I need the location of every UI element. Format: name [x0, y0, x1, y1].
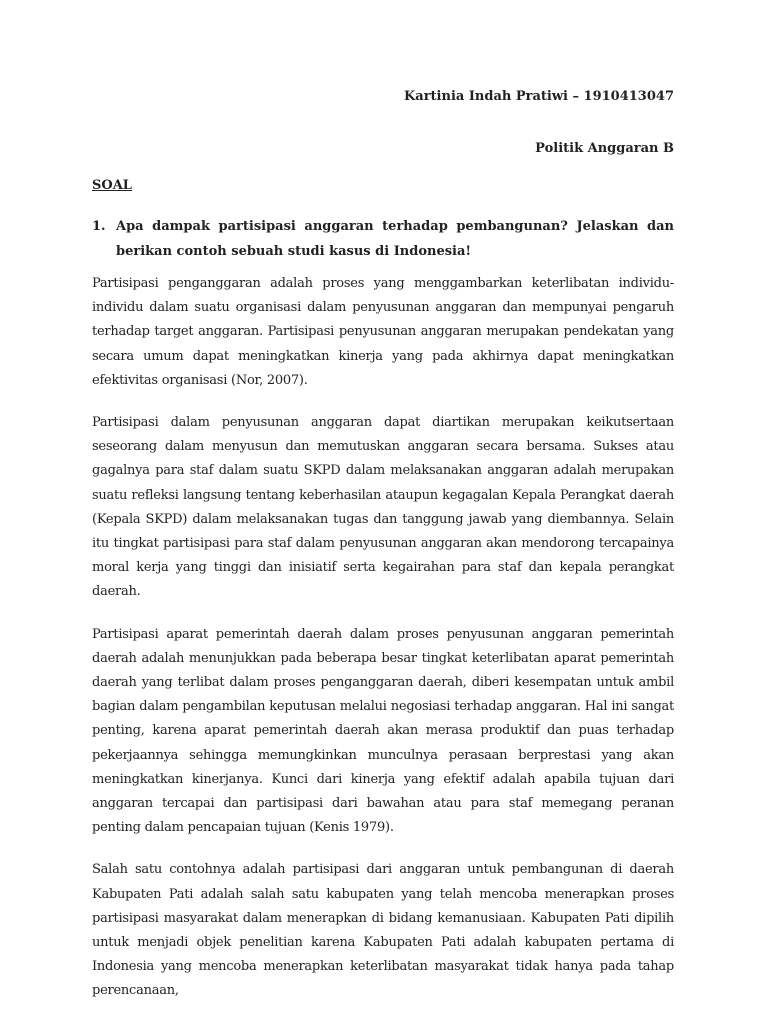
- paragraph-3: Partisipasi aparat pemerintah daerah dalam proses penyusunan anggaran pemerintah daerah adalah menunjukkan pada beberapa besar tingkat keterlibatan aparat pemerintah daerah yang terlibat dalam proses penganggaran daerah, diberi kesempatan untuk ambil bagian dalam pengambilan keputusan melalui negosiasi terhadap anggaran. Hal ini sangat penting, karena aparat pemerintah daerah akan merasa produktif dan puas terhadap pekerjaannya sehingga memungkinkan munculnya perasaan berprestasi yang akan meningkatkan kinerjanya. Kunci dari kinerja yang efektif adalah apabila tujuan dari anggaran tercapai dan partisipasi dari bawahan atau para staf memegang peranan penting dalam pencapaian tujuan (Kenis 1979).: [92, 626, 674, 836]
- answer-body: [92, 272, 674, 1022]
- section-title: SOAL: [92, 178, 132, 193]
- author-line: Kartinia Indah Pratiwi – 1910413047: [403, 89, 674, 104]
- question-text: Apa dampak partisipasi anggaran terhadap pembangunan? Jelaskan dan berikan contoh sebuah studi kasus di Indonesia!: [116, 219, 674, 259]
- document-page: [92, 0, 674, 1024]
- paragraph-2: Partisipasi dalam penyusunan anggaran dapat diartikan merupakan keikutsertaan seseorang dalam menyusun dan memutuskan anggaran secara bersama. Sukses atau gagalnya para staf dalam suatu SKPD dalam melaksanakan anggaran adalah merupakan suatu refleksi langsung tentang keberhasilan ataupun kegagalan Kepala Perangkat daerah (Kepala SKPD) dalam melaksanakan tugas dan tanggung jawab yang diembannya. Selain itu tingkat partisipasi para staf dalam penyusunan anggaran akan mendorong tercapainya moral kerja yang tinggi dan inisiatif serta kegairahan para staf dan kepala perangkat daerah.: [92, 415, 674, 600]
- paragraph-4: Salah satu contohnya adalah partisipasi dari anggaran untuk pembangunan di daerah Kabupaten Pati adalah salah satu kabupaten yang telah mencoba menerapkan proses partisipasi masyarakat dalam menerapkan di bidang kemanusiaan. Kabupaten Pati dipilih untuk menjadi objek penelitian karena Kabupaten Pati adalah kabupaten pertama di Indonesia yang mencoba menerapkan keterlibatan masyarakat tidak hanya pada tahap perencanaan,: [92, 862, 674, 999]
- paragraph-1: Partisipasi penganggaran adalah proses yang menggambarkan keterlibatan individu- individu dalam suatu organisasi dalam penyusunan anggaran dan mempunyai pengaruh terhadap target anggaran. Partisipasi penyusunan anggaran merupakan pendekatan yang secara umum dapat meningkatkan kinerja yang pada akhirnya dapat meningkatkan efektivitas organisasi (Nor, 2007).: [92, 276, 674, 388]
- course-line: Politik Anggaran B: [535, 141, 674, 156]
- question-item: [92, 214, 674, 264]
- question-number: 1.: [92, 219, 106, 234]
